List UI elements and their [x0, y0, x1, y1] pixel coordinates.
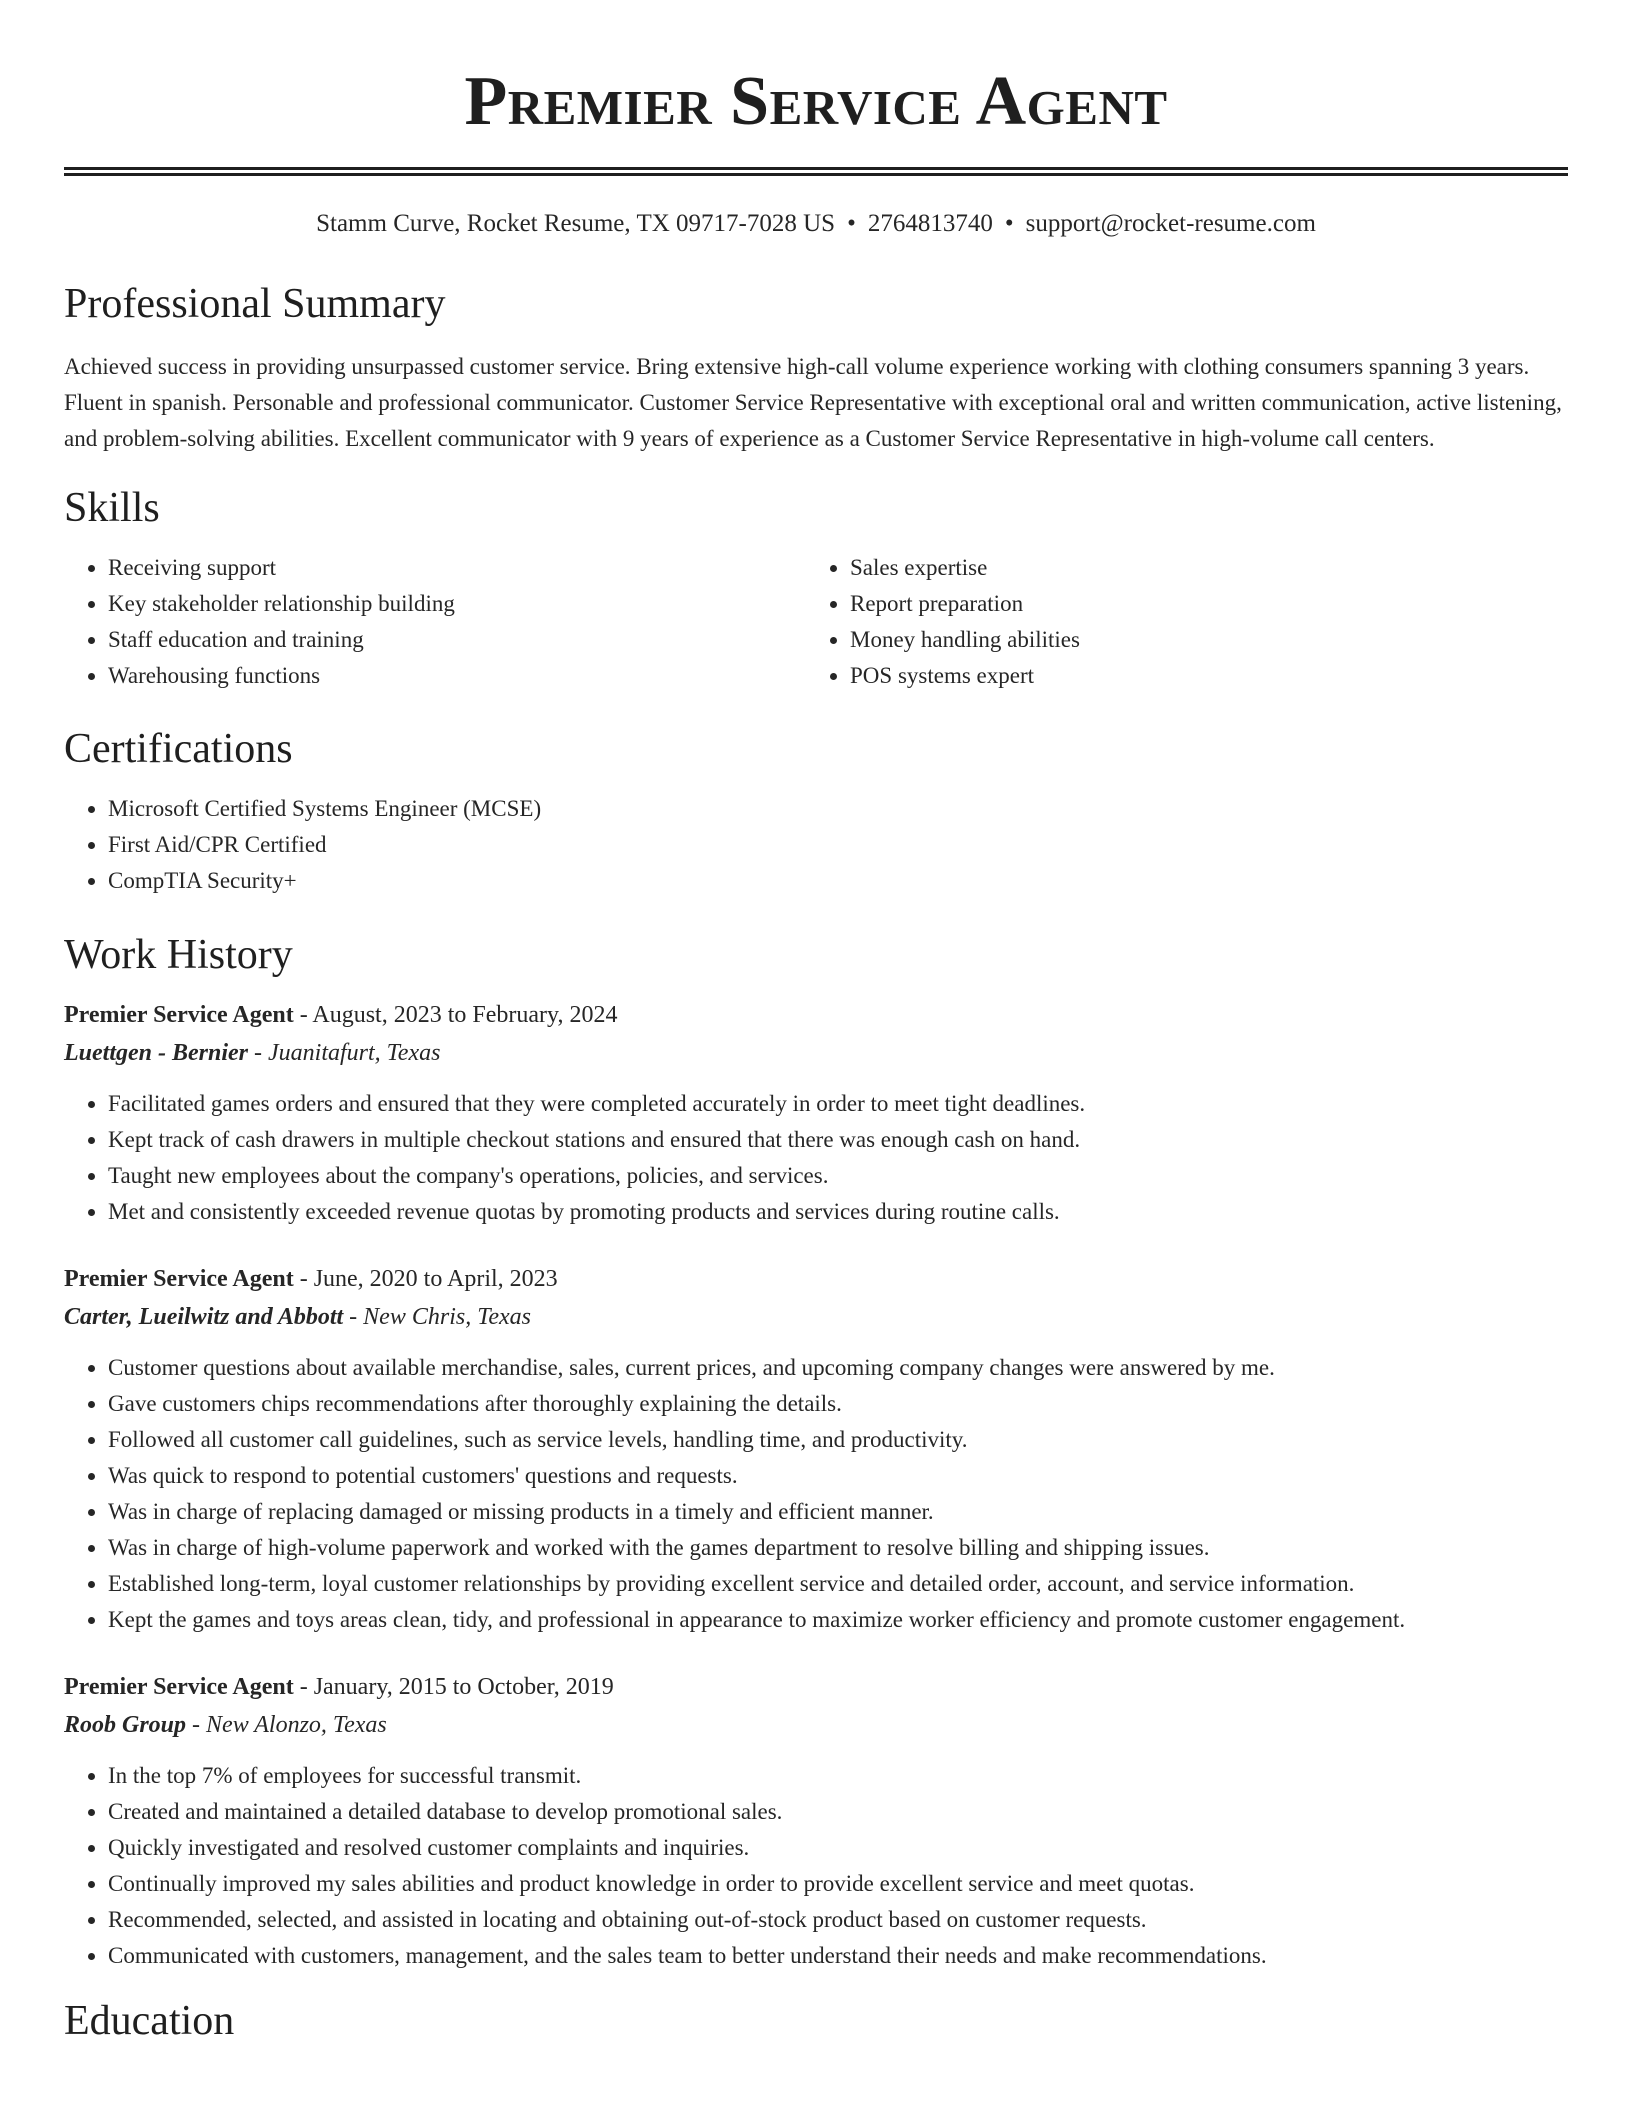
job-company-line: Carter, Lueilwitz and Abbott - New Chris, Texas [64, 1304, 531, 1330]
certifications-section [64, 724, 1568, 899]
job-bullet: • Was in charge of replacing damaged or missing products in a timely and efficient manner. [108, 1494, 1568, 1530]
job-company: Carter, Lueilwitz and Abbott [64, 1304, 344, 1330]
job-location: New Chris, Texas [363, 1304, 531, 1330]
job-bullets [64, 1758, 1568, 1974]
education-section [64, 1996, 1568, 2046]
job-bullet: • Taught new employees about the company's operations, policies, and services. [108, 1158, 1568, 1194]
header-double-rule [64, 167, 1568, 176]
job-bullet: • Met and consistently exceeded revenue quotas by promoting products and services during routine calls. [108, 1194, 1568, 1230]
job-bullet: • Facilitated games orders and ensured that they were completed accurately in order to meet tight deadlines. [108, 1086, 1568, 1122]
job-bullet: • Recommended, selected, and assisted in locating and obtaining out-of-stock product based on customer requests. [108, 1902, 1568, 1938]
contact-line [64, 209, 1568, 239]
job-company: Roob Group [64, 1712, 187, 1738]
certifications-heading: Certifications [64, 726, 293, 772]
job-bullet: • Established long-term, loyal customer relationships by providing excellent service and detailed order, account, and service information. [108, 1566, 1568, 1602]
skill-item: • Warehousing functions [108, 658, 806, 694]
job-location: Juanitafurt, Texas [268, 1040, 441, 1066]
job-bullet: • Kept track of cash drawers in multiple checkout stations and ensured that there was enough cash on hand. [108, 1122, 1568, 1158]
job-role: Premier Service Agent [64, 1002, 294, 1028]
skills-section [64, 483, 1568, 694]
job-bullets [64, 1350, 1568, 1638]
certification-item: • CompTIA Security+ [108, 863, 1568, 899]
contact-address: Stamm Curve, Rocket Resume, TX 09717-7028 US [316, 210, 836, 237]
job-bullet: • Was quick to respond to potential customers' questions and requests. [108, 1458, 1568, 1494]
skill-item: • Key stakeholder relationship building [108, 586, 806, 622]
job-entry [64, 1260, 1568, 1638]
job-company: Luettgen - Bernier [64, 1040, 248, 1066]
skills-grid [64, 550, 1568, 694]
skills-list-right [806, 550, 1548, 694]
job-dates: June, 2020 to April, 2023 [313, 1266, 558, 1292]
skill-item: • Sales expertise [850, 550, 1548, 586]
resume-page [64, 0, 1568, 2046]
job-bullet: • Followed all customer call guidelines, such as service levels, handling time, and productivity. [108, 1422, 1568, 1458]
job-bullet: • Was in charge of high-volume paperwork and worked with the games department to resolve billing and shipping issues. [108, 1530, 1568, 1566]
job-dates: August, 2023 to February, 2024 [312, 1002, 618, 1028]
education-heading: Education [64, 1998, 235, 2044]
job-bullet: • Created and maintained a detailed database to develop promotional sales. [108, 1794, 1568, 1830]
skills-list-left [64, 550, 806, 694]
job-role: Premier Service Agent [64, 1266, 294, 1292]
skill-item: • Money handling abilities [850, 622, 1548, 658]
contact-email: support@rocket-resume.com [1025, 210, 1316, 237]
summary-text: Achieved success in providing unsurpassed customer service. Bring extensive high-call volume experience working with clothing consumers spanning 3 years. Fluent in spanish. Personable and professional communicator. Customer Service Representative with exceptional oral and written communication, active listening, and problem-solving abilities. Excellent communicator with 9 years of experience as a Customer Service Representative in high-volume call centers. [64, 354, 1562, 451]
job-entry [64, 996, 1568, 1230]
job-entry [64, 1668, 1568, 1974]
certification-item: • Microsoft Certified Systems Engineer (MCSE) [108, 791, 1568, 827]
summary-heading: Professional Summary [64, 281, 446, 327]
job-title-line: Premier Service Agent - June, 2020 to April, 2023 [64, 1266, 558, 1292]
job-location: New Alonzo, Texas [206, 1712, 387, 1738]
certification-item: • First Aid/CPR Certified [108, 827, 1568, 863]
skill-item: • Receiving support [108, 550, 806, 586]
job-bullet: • Customer questions about available merchandise, sales, current prices, and upcoming company changes were answered by me. [108, 1350, 1568, 1386]
certifications-list [64, 791, 1568, 899]
work-history-heading: Work History [64, 932, 293, 978]
job-bullet: • Gave customers chips recommendations after thoroughly explaining the details. [108, 1386, 1568, 1422]
job-bullet: • Communicated with customers, management, and the sales team to better understand their needs and make recommendations. [108, 1938, 1568, 1974]
job-title-line: Premier Service Agent - January, 2015 to October, 2019 [64, 1674, 614, 1700]
job-role: Premier Service Agent [64, 1674, 294, 1700]
job-title-line: Premier Service Agent - August, 2023 to February, 2024 [64, 1002, 618, 1028]
job-bullet: • Quickly investigated and resolved customer complaints and inquiries. [108, 1830, 1568, 1866]
skills-heading: Skills [64, 485, 160, 531]
job-dates: January, 2015 to October, 2019 [313, 1674, 614, 1700]
job-bullet: • Continually improved my sales abilities and product knowledge in order to provide excellent service and meet quotas. [108, 1866, 1568, 1902]
job-bullet: • In the top 7% of employees for successful transmit. [108, 1758, 1568, 1794]
job-bullets [64, 1086, 1568, 1230]
job-company-line: Luettgen - Bernier - Juanitafurt, Texas [64, 1040, 441, 1066]
summary-section [64, 279, 1568, 457]
contact-separator: • [1004, 210, 1014, 237]
candidate-name: Premier Service Agent [464, 63, 1168, 140]
work-history-section [64, 930, 1568, 1974]
contact-phone: 2764813740 [867, 210, 993, 237]
skill-item: • Staff education and training [108, 622, 806, 658]
job-company-line: Roob Group - New Alonzo, Texas [64, 1712, 387, 1738]
contact-separator: • [847, 210, 856, 237]
skill-item: • POS systems expert [850, 658, 1548, 694]
job-bullet: • Kept the games and toys areas clean, tidy, and professional in appearance to maximize worker efficiency and promote customer engagement. [108, 1602, 1568, 1638]
skill-item: • Report preparation [850, 586, 1548, 622]
